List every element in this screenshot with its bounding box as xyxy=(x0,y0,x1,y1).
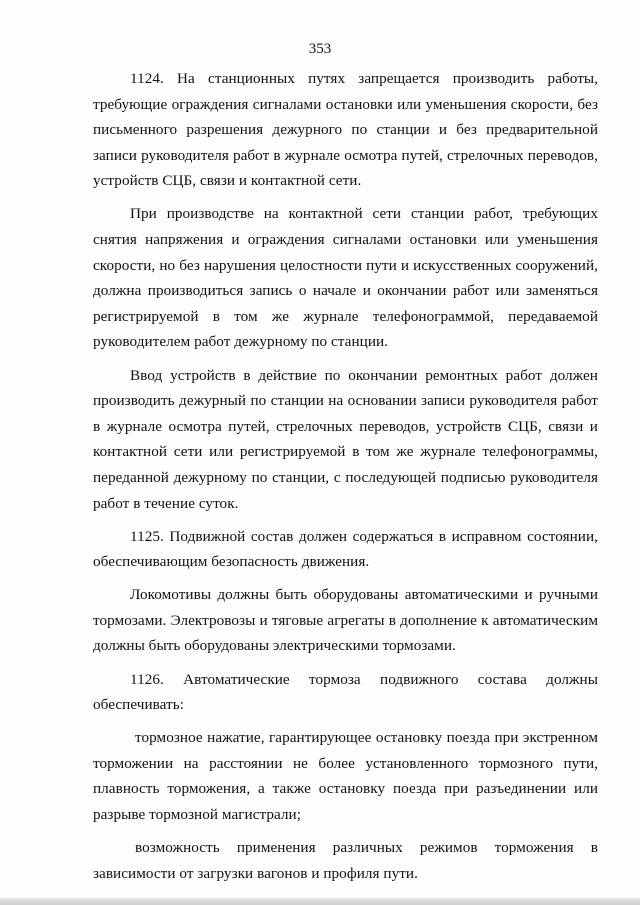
paragraph-1125: 1125. Подвижной состав должен содержаться в исправном состоянии, обеспечивающим безопасность движения. xyxy=(93,527,598,571)
list-item-braking-force: тормозное нажатие, гарантирующее остановку поезда при экстренном торможении на расстоянии не более установленного тормозного пути, плавность торможения, а также остановку поезда при разъединении или разрыве тормозной магистрали; xyxy=(93,729,598,824)
page-number: 353 xyxy=(308,41,332,57)
paragraph-contact-network-works: При производстве на контактной сети станции работ, требующих снятия напряжения и ограждения сигналами остановки или уменьшения скорости, но без нарушения целостности пути и искусственных сооружений, должна производиться запись о начале и окончании работ или заменяться регистрируемой в том же журнале телефонограммой, передаваемой руководителем работ дежурному по станции. xyxy=(93,205,598,351)
list-item-braking-modes: возможность применения различных режимов торможения в зависимости от загрузки вагонов и профиля пути. xyxy=(93,839,598,882)
paragraph-device-commissioning: Ввод устройств в действие по окончании ремонтных работ должен производить дежурный по станции на основании записи руководителя работ в журнале осмотра путей, стрелочных переводов, устройств СЦБ, связи и контактной сети или регистрируемой в том же журнале телефонограммы, переданной дежурному по станции, с последующей подписью руководителя работ в течение суток. xyxy=(93,366,598,512)
body-text xyxy=(93,66,598,886)
paragraph-1126: 1126. Автоматические тормоза подвижного состава должны обеспечивать: xyxy=(93,670,598,714)
paragraph-1124: 1124. На станционных путях запрещается производить работы, требующие ограждения сигналами остановки или уменьшения скорости, без письменного разрешения дежурного по станции и без предварительной записи руководителя работ в журнале осмотра путей, стрелочных переводов, устройств СЦБ, связи и контактной сети. xyxy=(93,70,598,190)
paragraph-locomotive-brakes: Локомотивы должны быть оборудованы автоматическими и ручными тормозами. Электровозы и тяговые агрегаты в дополнение к автоматическим должны быть оборудованы электрическими тормозами. xyxy=(93,586,598,655)
scan-bottom-edge xyxy=(0,898,640,905)
